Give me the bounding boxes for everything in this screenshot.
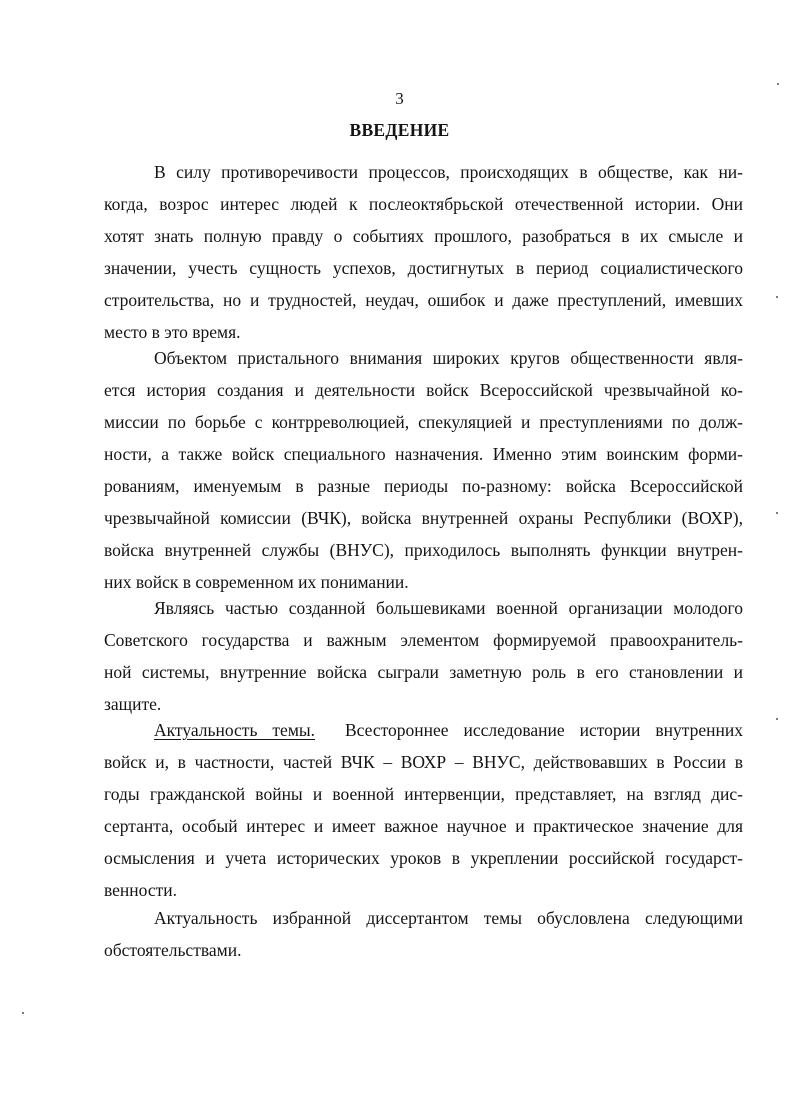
text-line: строительства, но и трудностей, неудач, ошибок и даже преступлений, имевших xyxy=(104,290,743,310)
text-line: Являясь частью созданной большевиками военной организации молодого xyxy=(154,598,743,618)
text-line xyxy=(154,718,743,742)
section-heading: ВВЕДЕНИЕ xyxy=(349,120,450,140)
scan-speck xyxy=(776,512,778,514)
text-line: них войск в современном их понимании. xyxy=(104,572,409,592)
text-line: ной системы, внутренние войска сыграли заметную роль в его становлении и xyxy=(104,662,743,682)
text-line: хотят знать полную правду о событиях прошлого, разобраться в их смысле и xyxy=(104,226,743,246)
text-line: значении, учесть сущность успехов, достигнутых в период социалистического xyxy=(104,258,743,278)
text-line: ности, а также войск специального назначения. Именно этим воинским форми- xyxy=(104,444,743,464)
text-line: чрезвычайной комиссии (ВЧК), войска внутренней охраны Республики (ВОХР), xyxy=(104,508,743,528)
text-line: защите. xyxy=(104,694,162,714)
text-line: войска внутренней службы (ВНУС), приходилось выполнять функции внутрен- xyxy=(104,540,743,560)
text-line: сертанта, особый интерес и имеет важное научное и практическое значение для xyxy=(104,816,743,836)
topic-label: Актуальность темы. xyxy=(154,720,316,740)
text-line: осмысления и учета исторических уроков в укреплении российской государст- xyxy=(104,848,743,868)
scan-speck xyxy=(776,718,778,720)
text-line: миссии по борьбе с контрреволюцией, спекуляцией и преступлениями по долж- xyxy=(104,412,743,432)
text-line: В силу противоречивости процессов, происходящих в обществе, как ни- xyxy=(154,162,743,182)
scan-speck xyxy=(22,1012,24,1014)
text-line: войск и, в частности, частей ВЧК – ВОХР – ВНУС, действовавших в России в xyxy=(104,752,743,772)
text-line: годы гражданской войны и военной интервенции, представляет, на взгляд дис- xyxy=(104,784,743,804)
page-number: 3 xyxy=(395,89,404,108)
text-line: рованиям, именуемым в разные периоды по-разному: войска Всероссийской xyxy=(104,476,743,496)
text-line: место в это время. xyxy=(104,322,241,342)
text-line: ется история создания и деятельности войск Всероссийской чрезвычайной ко- xyxy=(104,380,743,400)
text-line: когда, возрос интерес людей к послеоктябрьской отечественной истории. Они xyxy=(104,194,743,214)
scan-speck xyxy=(777,83,779,85)
text-line: Советского государства и важным элементом формируемой правоохранитель- xyxy=(104,630,743,650)
scan-speck xyxy=(776,296,778,298)
text-line: Актуальность избранной диссертантом темы обусловлена следующими xyxy=(154,908,743,928)
topic-text: Всестороннее исследование истории внутренних xyxy=(345,720,743,740)
text-line: венности. xyxy=(104,880,177,900)
text-line: обстоятельствами. xyxy=(104,940,242,960)
text-line: Объектом пристального внимания широких кругов общественности явля- xyxy=(154,348,743,368)
